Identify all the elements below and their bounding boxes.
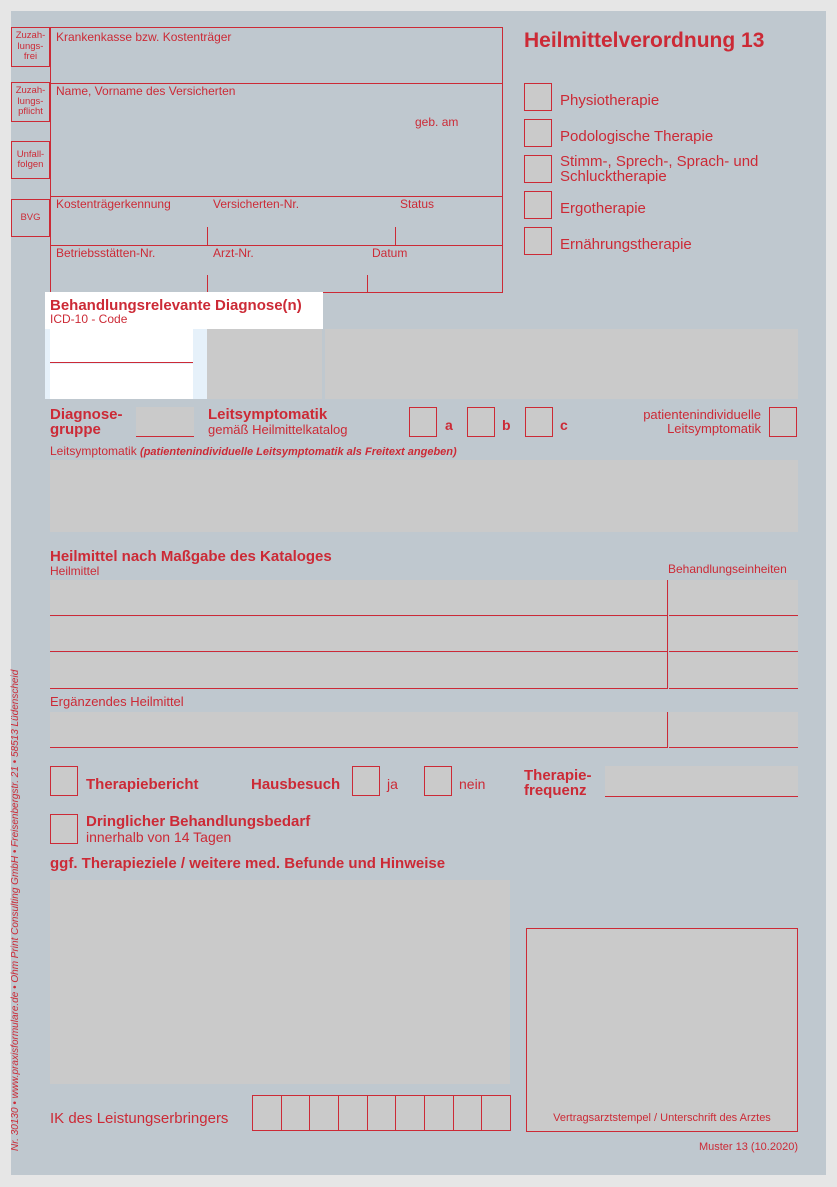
diagnosis-text-field-1[interactable] [207, 329, 322, 399]
divider [207, 227, 208, 245]
patientenindividuelle-checkbox[interactable] [769, 407, 797, 437]
leitsymptomatik-title: Leitsymptomatik [208, 406, 328, 423]
geb-am-label: geb. am [415, 115, 459, 129]
leitsymptomatik-freetext-label [50, 445, 457, 459]
patientenindividuelle-label: patientenindividuelle Leitsymptomatik [643, 407, 761, 437]
ik-digit[interactable] [453, 1095, 482, 1131]
heilmittel-row-3[interactable] [50, 653, 667, 689]
ernaehrungstherapie-checkbox[interactable] [524, 227, 552, 255]
name-label: Name, Vorname des Versicherten [56, 84, 236, 98]
heilmittel-title: Heilmittel nach Maßgabe des Kataloges [50, 548, 332, 565]
zuzahlungsfrei-box[interactable]: Zuzah- lungs- frei [11, 27, 50, 67]
heilmittel-row-1[interactable] [50, 580, 667, 616]
therapiefrequenz-label: Therapie- frequenz [524, 767, 592, 799]
ergaenzendes-heilmittel-field[interactable] [50, 712, 667, 748]
therapieziele-label: ggf. Therapieziele / weitere med. Befunde und Hinweise [50, 855, 446, 872]
diagnosegruppe-label: Diagnose- gruppe [50, 406, 123, 438]
bvg-box[interactable]: BVG [11, 199, 50, 237]
form-title: Heilmittelverordnung 13 [524, 29, 765, 52]
ik-digit[interactable] [309, 1095, 338, 1131]
behandlungseinheiten-column-label: Behandlungseinheiten [668, 562, 787, 576]
column-divider [667, 580, 668, 689]
hausbesuch-nein-label: nein [459, 776, 486, 792]
hausbesuch-ja-label: ja [387, 776, 398, 792]
divider [395, 227, 396, 245]
kostentraegerkennung-label: Kostenträgerkennung [56, 197, 171, 211]
leitsymptomatik-b-checkbox[interactable] [467, 407, 495, 437]
hausbesuch-label: Hausbesuch [251, 776, 341, 793]
leitsymptomatik-freetext-title: Leitsymptomatik [50, 444, 137, 458]
icd-code-field-1[interactable] [50, 329, 193, 363]
stimm-sprech-therapie-label: Stimm-, Sprech-, Sprach- und Schlucktherapie [560, 153, 759, 185]
stempel-label: Vertragsarztstempel / Unterschrift des Arztes [553, 1112, 771, 1124]
icd-code-label: ICD-10 - Code [50, 312, 128, 326]
stempel-box[interactable] [526, 928, 798, 1132]
therapiefrequenz-field[interactable] [605, 766, 798, 797]
ik-digit[interactable] [367, 1095, 396, 1131]
ik-digit[interactable] [395, 1095, 424, 1131]
ik-label: IK des Leistungserbringers [50, 1110, 229, 1127]
dringlich-title: Dringlicher Behandlungsbedarf [86, 813, 311, 830]
podologische-therapie-label: Podologische Therapie [560, 128, 714, 145]
hausbesuch-ja-checkbox[interactable] [352, 766, 380, 796]
therapieziele-field[interactable] [50, 880, 510, 1084]
heilmittel-column-label: Heilmittel [50, 564, 100, 578]
vertical-publisher-text: Nr. 30130 • www.praxisformulare.de • Ohm Print Consulting GmbH • Freisenbergstr. 21 • 58513 Lüdenscheid [10, 669, 21, 1151]
leitsymptomatik-freetext-hint: (patientenindividuelle Leitsymptomatik als Freitext angeben) [140, 446, 457, 458]
status-label: Status [400, 197, 435, 211]
hausbesuch-nein-checkbox[interactable] [424, 766, 452, 796]
therapiebericht-checkbox[interactable] [50, 766, 78, 796]
muster-label: Muster 13 (10.2020) [698, 1141, 798, 1153]
ik-digit[interactable] [481, 1095, 511, 1131]
ik-input-grid[interactable] [252, 1095, 511, 1131]
diagnosis-title: Behandlungsrelevante Diagnose(n) [50, 297, 302, 314]
icd-code-field-2[interactable] [50, 364, 193, 399]
leitsymptomatik-c-label: c [560, 417, 568, 433]
ergotherapie-label: Ergotherapie [560, 200, 646, 217]
leitsymptomatik-freetext-field[interactable] [50, 460, 798, 532]
leitsymptomatik-c-checkbox[interactable] [525, 407, 553, 437]
ernaehrungstherapie-label: Ernährungstherapie [560, 236, 692, 253]
krankenkasse-label: Krankenkasse bzw. Kostenträger [56, 30, 232, 44]
physiotherapie-checkbox[interactable] [524, 83, 552, 111]
ergotherapie-checkbox[interactable] [524, 191, 552, 219]
betriebsstaetten-nr-label: Betriebsstätten-Nr. [56, 246, 156, 260]
ergaenzendes-heilmittel-label: Ergänzendes Heilmittel [50, 694, 184, 709]
einheiten-row-3[interactable] [669, 653, 798, 689]
therapiebericht-label: Therapiebericht [86, 776, 199, 793]
heilmittel-row-2[interactable] [50, 617, 667, 652]
column-divider [667, 712, 668, 748]
leitsymptomatik-b-label: b [502, 417, 511, 433]
dringlich-subtitle: innerhalb von 14 Tagen [86, 829, 232, 845]
zuzahlungspflicht-box[interactable]: Zuzah- lungs- pflicht [11, 82, 50, 122]
podologische-therapie-checkbox[interactable] [524, 119, 552, 147]
ik-digit[interactable] [338, 1095, 367, 1131]
divider [367, 275, 368, 293]
ik-digit[interactable] [281, 1095, 310, 1131]
diagnosegruppe-field[interactable] [136, 407, 194, 437]
form-page [11, 11, 826, 1175]
arzt-nr-label: Arzt-Nr. [213, 246, 254, 260]
einheiten-row-1[interactable] [669, 580, 798, 616]
leitsymptomatik-a-label: a [445, 417, 453, 433]
diagnosis-text-field-2[interactable] [325, 329, 798, 399]
leitsymptomatik-a-checkbox[interactable] [409, 407, 437, 437]
versicherten-nr-label: Versicherten-Nr. [213, 197, 300, 211]
leitsymptomatik-subtitle: gemäß Heilmittelkatalog [208, 422, 348, 437]
ik-digit[interactable] [252, 1095, 281, 1131]
ergaenzendes-einheiten-field[interactable] [669, 712, 798, 748]
stimm-sprech-therapie-checkbox[interactable] [524, 155, 552, 183]
einheiten-row-2[interactable] [669, 617, 798, 652]
physiotherapie-label: Physiotherapie [560, 92, 660, 109]
datum-label: Datum [372, 246, 408, 260]
unfallfolgen-box[interactable]: Unfall- folgen [11, 141, 50, 179]
dringlich-checkbox[interactable] [50, 814, 78, 844]
divider [207, 275, 208, 293]
ik-digit[interactable] [424, 1095, 453, 1131]
